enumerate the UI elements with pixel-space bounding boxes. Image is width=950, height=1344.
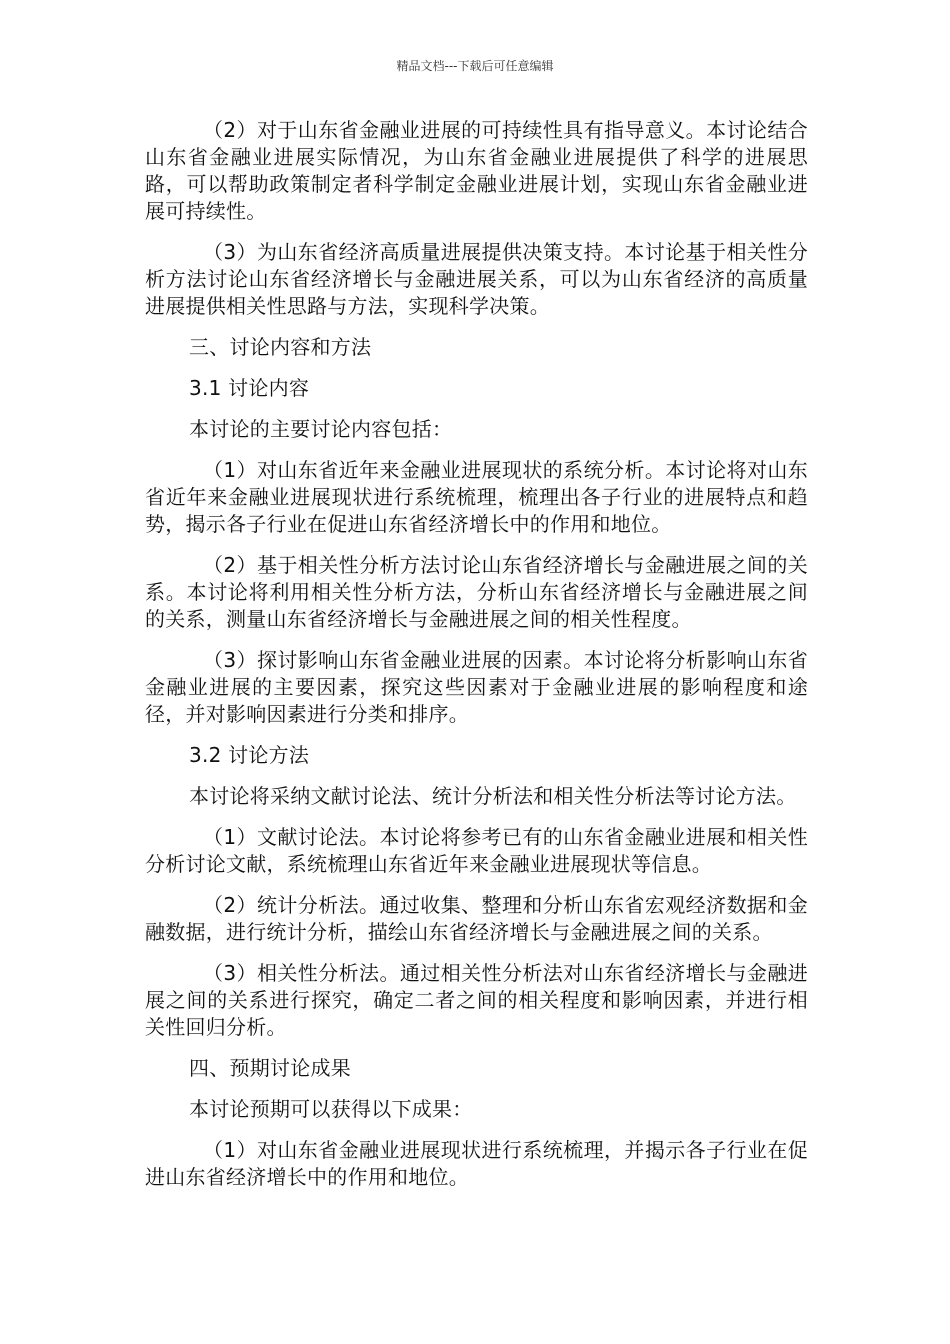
paragraph-content-2: （2）基于相关性分析方法讨论山东省经济增长与金融进展之间的关系。本讨论将利用相关性分析方法，分析山东省经济增长与金融进展之间的关系，测量山东省经济增长与金融进展之间的相关性程度。 [145,553,808,631]
section-heading-3: 三、讨论内容和方法 [189,335,372,359]
paragraph-methods-intro: 本讨论将采纳文献讨论法、统计分析法和相关性分析法等讨论方法。 [189,784,797,808]
paragraph-content-1: （1）对山东省近年来金融业进展现状的系统分析。本讨论将对山东省近年来金融业进展现状进行系统梳理，梳理出各子行业的进展特点和趋势，揭示各子行业在促进山东省经济增长中的作用和地位。 [145,458,808,536]
paragraph-significance-3: （3）为山东省经济高质量进展提供决策支持。本讨论基于相关性分析方法讨论山东省经济增长与金融进展关系，可以为山东省经济的高质量进展提供相关性思路与方法，实现科学决策。 [145,240,808,318]
subsection-heading-3-1: 3.1 讨论内容 [189,376,310,400]
paragraph-results-intro: 本讨论预期可以获得以下成果： [189,1097,473,1121]
document-body [145,117,808,1205]
paragraph-method-3: （3）相关性分析法。通过相关性分析法对山东省经济增长与金融进展之间的关系进行探究，确定二者之间的相关程度和影响因素，并进行相关性回归分析。 [145,961,808,1039]
paragraph-significance-2: （2）对于山东省金融业进展的可持续性具有指导意义。本讨论结合山东省金融业进展实际情况，为山东省金融业进展提供了科学的进展思路，可以帮助政策制定者科学制定金融业进展计划，实现山东省金融业进展可持续性。 [145,118,808,223]
paragraph-content-intro: 本讨论的主要讨论内容包括： [189,417,453,441]
page-header: 精品文档---下载后可任意编辑 [396,59,554,73]
subsection-heading-3-2: 3.2 讨论方法 [189,743,310,767]
paragraph-method-2: （2）统计分析法。通过收集、整理和分析山东省宏观经济数据和金融数据，进行统计分析，描绘山东省经济增长与金融进展之间的关系。 [145,893,808,944]
paragraph-content-3: （3）探讨影响山东省金融业进展的因素。本讨论将分析影响山东省金融业进展的主要因素，探究这些因素对于金融业进展的影响程度和途径，并对影响因素进行分类和排序。 [145,648,808,726]
paragraph-method-1: （1）文献讨论法。本讨论将参考已有的山东省金融业进展和相关性分析讨论文献，系统梳理山东省近年来金融业进展现状等信息。 [145,825,808,876]
paragraph-result-1: （1）对山东省金融业进展现状进行系统梳理，并揭示各子行业在促进山东省经济增长中的作用和地位。 [145,1138,808,1189]
section-heading-4: 四、预期讨论成果 [189,1056,351,1080]
